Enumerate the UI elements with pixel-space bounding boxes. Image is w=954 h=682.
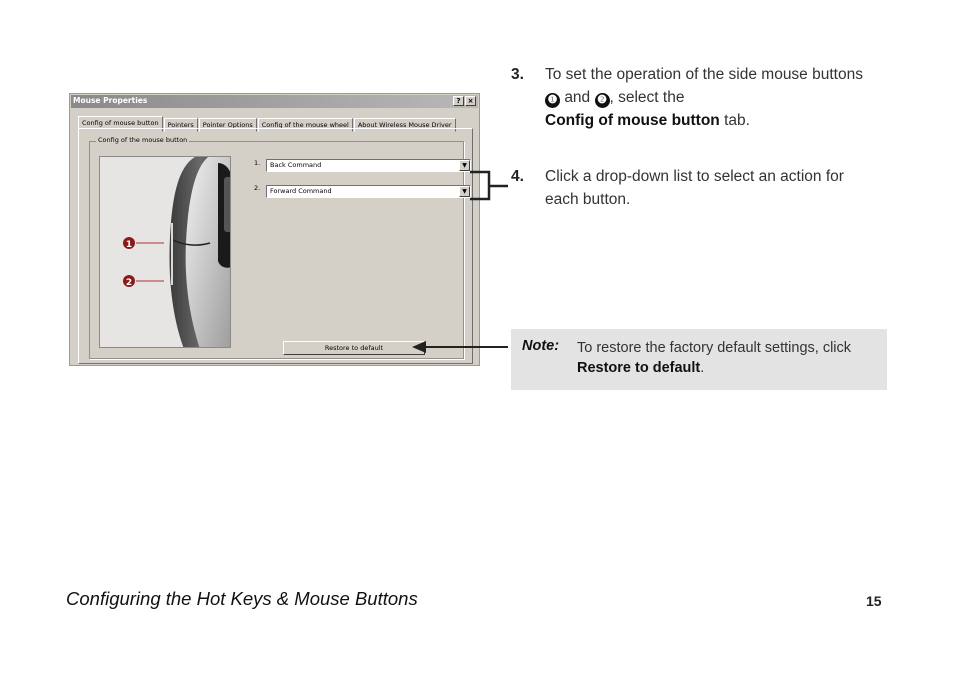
dropdown-2-value: Forward Command (270, 187, 332, 195)
arrow-head-icon (412, 341, 426, 353)
step-4-number: 4. (511, 168, 524, 185)
chevron-down-icon[interactable]: ▼ (459, 160, 470, 171)
page-number: 15 (866, 593, 882, 609)
dropdown-2-label: 2. (254, 184, 261, 192)
tab-config-of-mouse-wheel[interactable]: Config of the mouse wheel (258, 118, 353, 132)
note-box (511, 329, 887, 390)
note-tail: . (700, 360, 705, 376)
tab-pointers[interactable]: Pointers (164, 118, 198, 132)
step-4-text: Click a drop-down list to select an action for each button. (545, 168, 844, 208)
restore-to-default-button[interactable]: Restore to default (283, 341, 425, 355)
svg-text:2: 2 (125, 278, 133, 288)
chevron-down-icon[interactable]: ▼ (459, 186, 470, 197)
note-text-main: To restore the factory default settings, click (577, 340, 852, 356)
tab-config-of-mouse-button[interactable]: Config of mouse button (78, 116, 163, 132)
footer-title: Configuring the Hot Keys & Mouse Buttons (66, 588, 418, 609)
step-3-text-before: To set the operation of the side mouse buttons (545, 66, 863, 83)
tab-about-wireless-mouse-driver[interactable]: About Wireless Mouse Driver (354, 118, 456, 132)
note-bold: Restore to default (577, 360, 701, 376)
circle-1-icon: ❶ (545, 93, 560, 108)
dropdown-1-label: 1. (254, 159, 261, 167)
circle-2-icon: ❷ (595, 93, 610, 108)
tab-pointer-options[interactable]: Pointer Options (199, 118, 257, 132)
step-3-number: 3. (511, 66, 524, 83)
dropdown-1-value: Back Command (270, 161, 322, 169)
note-text (577, 338, 877, 378)
step-3-bold: Config of mouse button (545, 112, 720, 129)
help-button[interactable]: ? (453, 96, 464, 106)
step-3-and: and (564, 89, 591, 106)
group-label: Config of the mouse button (98, 136, 188, 144)
close-button[interactable]: × (465, 96, 476, 106)
dropdown-bracket (470, 172, 489, 199)
step-3-tail: tab. (724, 112, 750, 129)
note-label: Note: (522, 338, 560, 354)
step-3-text-after: , select the (609, 89, 685, 106)
step-3-text (545, 63, 871, 132)
window-title: Mouse Properties (73, 96, 148, 105)
svg-text:1: 1 (125, 240, 133, 250)
